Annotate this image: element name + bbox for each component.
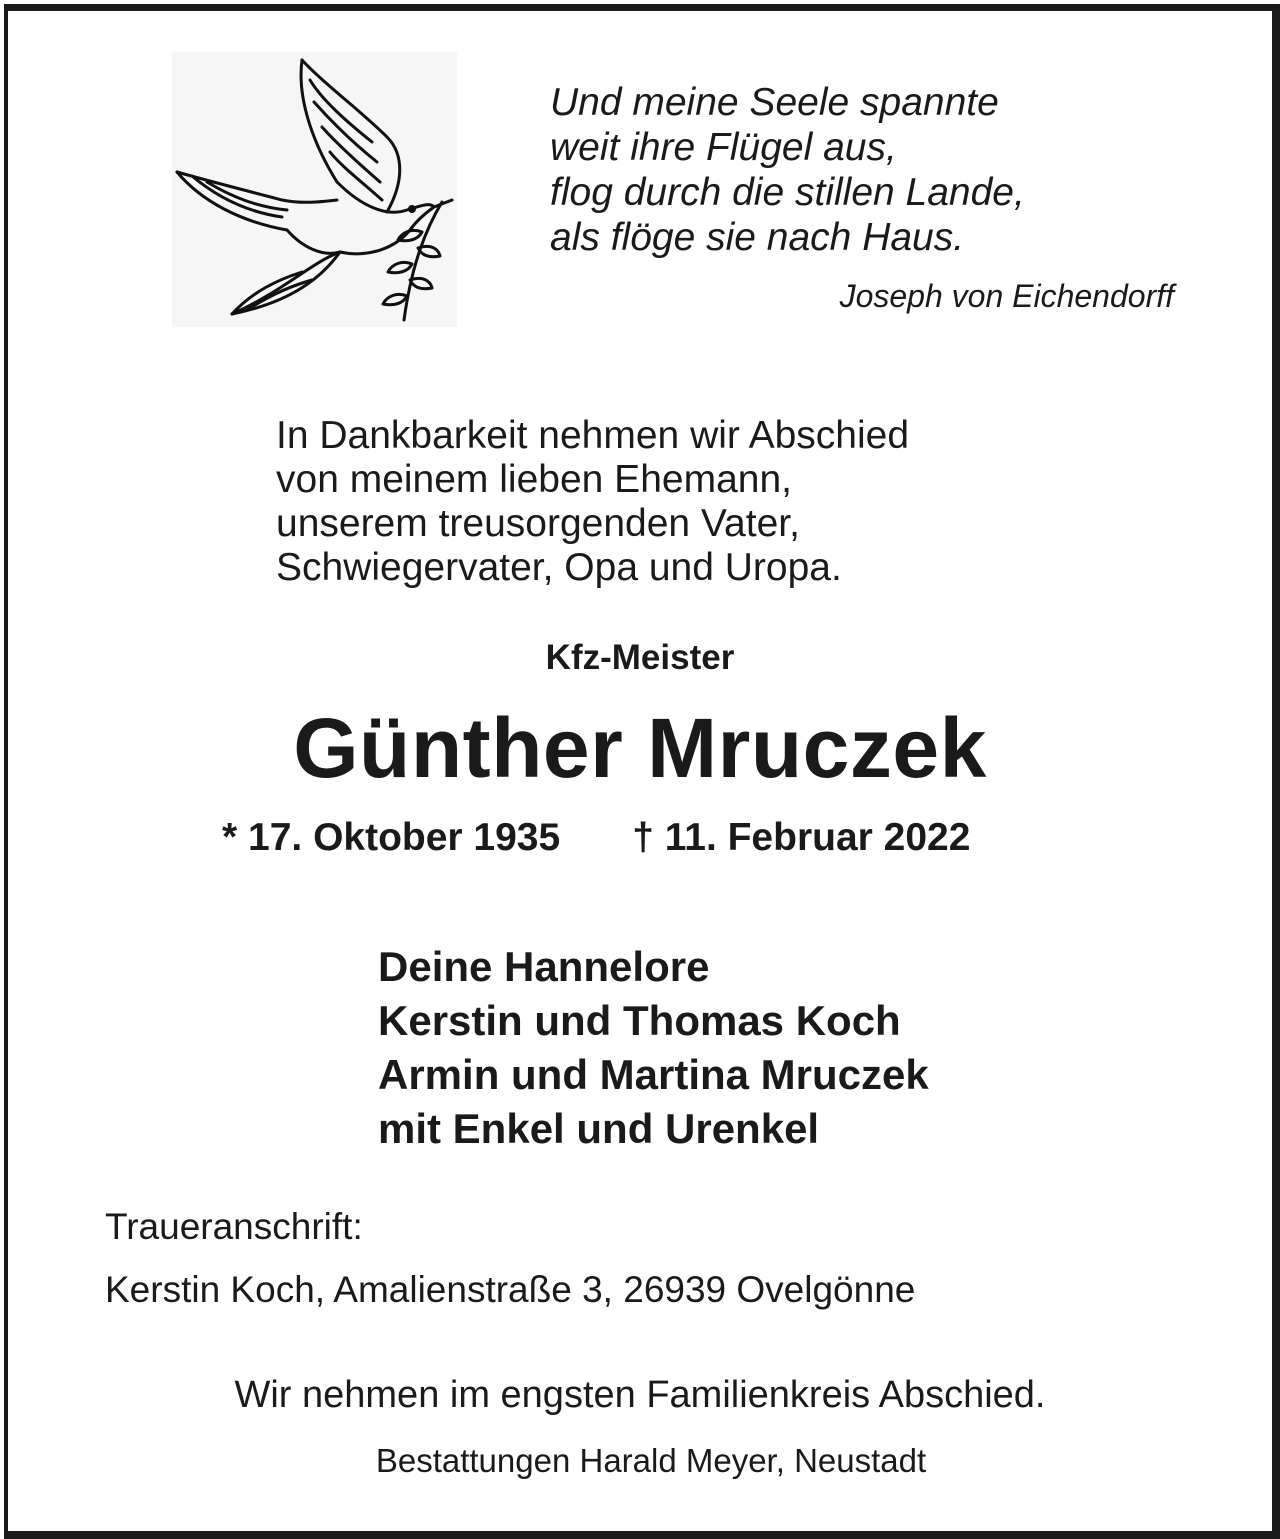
poem — [550, 80, 1025, 260]
poem-line: als flöge sie nach Haus. — [550, 216, 965, 259]
poem-line: flog durch die stillen Lande, — [550, 171, 1025, 214]
farewell-note: Wir nehmen im engsten Familienkreis Abschied. — [234, 1374, 1046, 1416]
life-dates — [222, 816, 970, 860]
undertaker: Bestattungen Harald Meyer, Neustadt — [375, 1442, 927, 1479]
death-date: † 11. Februar 2022 — [632, 816, 971, 859]
birth-date: * 17. Oktober 1935 — [222, 816, 561, 859]
mourner: Armin und Martina Mruczek — [378, 1051, 929, 1098]
intro-line: In Dankbarkeit nehmen wir Abschied — [276, 414, 910, 457]
mourners-list — [378, 940, 929, 1156]
deceased-name: Günther Mruczek — [293, 701, 987, 795]
deceased-profession: Kfz-Meister — [545, 638, 735, 677]
intro-line: Schwiegervater, Opa und Uropa. — [276, 546, 842, 589]
intro-line: unserem treusorgenden Vater, — [276, 502, 800, 545]
intro-line: von meinem lieben Ehemann, — [276, 458, 792, 501]
address-value: Kerstin Koch, Amalienstraße 3, 26939 Ovelgönne — [105, 1269, 916, 1310]
mourner: Kerstin und Thomas Koch — [378, 997, 901, 1044]
poem-line: weit ihre Flügel aus, — [550, 126, 897, 169]
mourner: mit Enkel und Urenkel — [378, 1105, 820, 1152]
address-label: Traueranschrift: — [105, 1206, 363, 1247]
mourner: Deine Hannelore — [378, 943, 710, 990]
poem-line: Und meine Seele spannte — [550, 81, 999, 124]
dove-with-olive-branch-icon — [172, 52, 457, 327]
intro-text — [276, 414, 909, 590]
poem-author: Joseph von Eichendorff — [839, 278, 1174, 314]
